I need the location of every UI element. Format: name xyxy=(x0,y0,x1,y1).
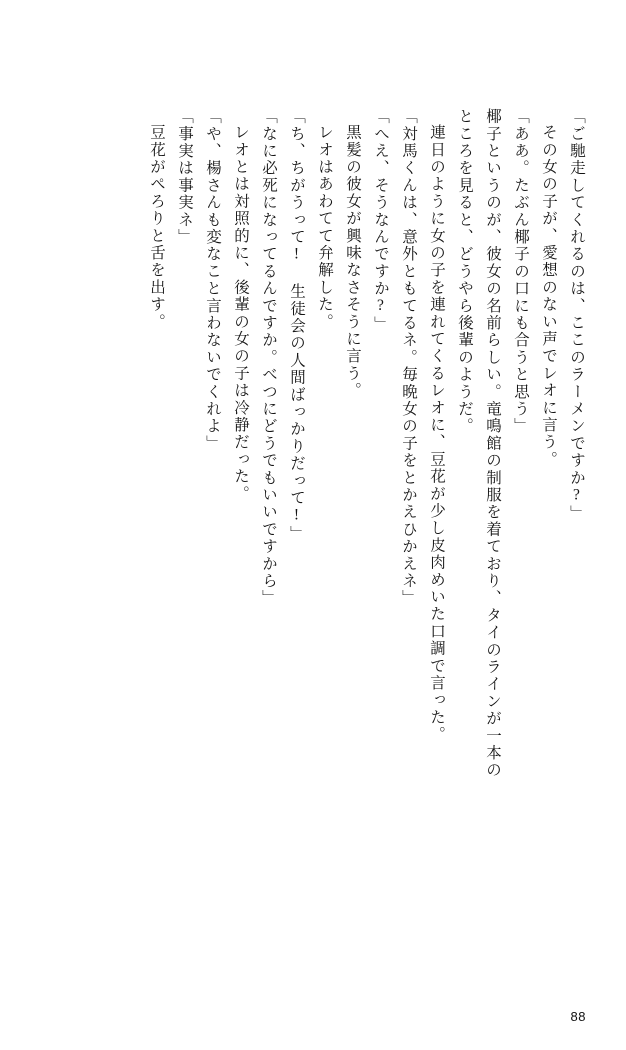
text-line: レオとは対照的に、後輩の女の子は冷静だった。 xyxy=(232,124,249,503)
text-line: 「ご馳走してくれるのは、ここのラーメンですか?」 xyxy=(568,108,585,523)
text-line: レオはあわてて弁解した。 xyxy=(316,124,333,331)
text-line: 「対馬くんは、意外ともてるネ。毎晩女の子をとかえひかえネ」 xyxy=(400,108,417,607)
text-line: ところを見ると、どうやら後輩のようだ。 xyxy=(456,108,473,435)
text-line: 豆花がぺろりと舌を出す。 xyxy=(148,124,165,331)
page-number: 88 xyxy=(570,1009,586,1024)
text-line: 黒髪の彼女が興味なさそうに言う。 xyxy=(344,124,361,400)
text-line: 「ち、ちがうって! 生徒会の人間ばっかりだって!」 xyxy=(288,108,305,543)
text-line: 「事実は事実ネ」 xyxy=(176,108,193,246)
text-line: 椰子というのが、彼女の名前らしい。竜鳴館の制服を着ており、タイのラインが一本の xyxy=(484,108,501,779)
text-line: 「へえ、そうなんですか?」 xyxy=(372,108,389,334)
text-line: 連日のように女の子を連れてくるレオに、豆花が少し皮肉めいた口調で言った。 xyxy=(428,124,445,744)
vertical-text-body xyxy=(46,108,584,990)
text-line: その女の子が、愛想のない声でレオに言う。 xyxy=(540,124,557,468)
text-line: 「ああ。たぶん椰子の口にも合うと思う」 xyxy=(512,108,529,435)
text-line: 「なに必死になってるんですか。べつにどうでもいいですから」 xyxy=(260,108,277,607)
text-line: 「や、楊さんも変なこと言わないでくれよ」 xyxy=(204,108,221,452)
